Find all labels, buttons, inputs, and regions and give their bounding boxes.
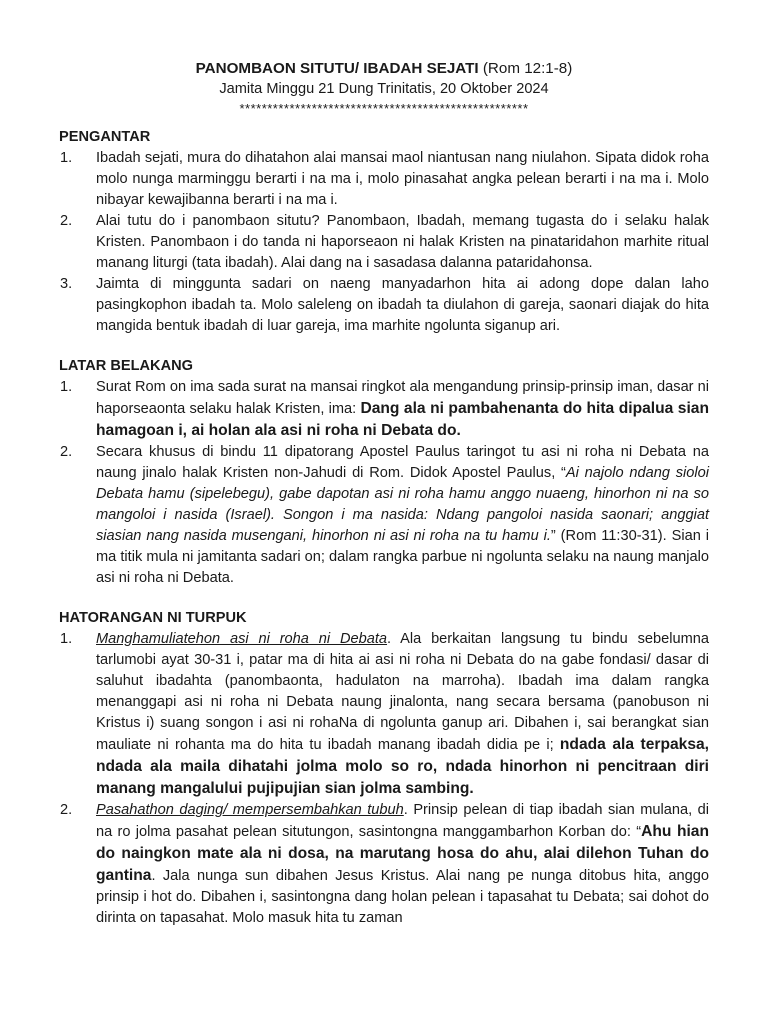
item-number: 3.	[60, 276, 73, 292]
list-item	[59, 377, 709, 442]
item-text: Secara khusus di bindu 11 dipatorang Apostel Paulus taringot tu asi ni roha ni Debata na naung jinalo halak Kristen non-Jahudi di Rom. Didok Apostel Paulus, “	[96, 444, 709, 481]
item-text: Surat Rom on ima sada surat na mansai ringkot ala mengandung prinsip-prinsip iman, dasar ni haporseaonta selaku halak Kristen, ima:	[96, 379, 709, 417]
item-number: 1.	[60, 631, 73, 647]
star-divider: ****************************************************	[239, 101, 529, 116]
item-bold-statement: ndada ala terpaksa, ndada ala maila dihatahi jolma molo so ro, ndada hinorhon ni pencitraan diri manang mangalului pujipujian sian jolma sambing.	[96, 736, 709, 797]
title-main: PANOMBAON SITUTU/ IBADAH SEJATI	[195, 60, 479, 77]
list-latar-belakang	[59, 377, 709, 589]
item-text: Alai tutu do i panombaon situtu? Panombaon, Ibadah, memang tugasta do i selaku halak Kristen. Panombaon i do tanda ni haporseaon ni halak Kristen na pinataridahon marhite ritual manang liturgi (tata ibadah). Alai dang na i sasadasa dalanna pataridahonsa.	[96, 213, 709, 271]
item-number: 2.	[60, 213, 73, 229]
item-text-continued: . Jala nunga sun dibahen Jesus Kristus. Alai nang pe nunga ditobus hita, anggo prinsip i hot do. Dibahen i, sasintongna dang holan pelean i tapasahat tu Debata; sai dohot do dirinta on tapasahat. Molo masuk hita tu zaman	[96, 868, 709, 926]
item-text: Ibadah sejati, mura do dihatahon alai mansai maol niantusan nang niulahon. Sipata didok roha molo nunga marminggu berarti i na ma i, molo pinasahat angka pelean berarti i na ma i. Molo nibayar kewajibanna berarti i na ma i.	[96, 150, 709, 208]
item-label: Pasahathon daging/ mempersembahkan tubuh	[96, 802, 404, 818]
title-reference: (Rom 12:1-8)	[478, 60, 573, 77]
item-text: . Prinsip pelean di tiap ibadah sian mulana, di na ro jolma pasahat pelean situtungon, sasintongna manggambarhon Korban do: “	[96, 802, 709, 840]
item-number: 1.	[60, 150, 73, 166]
list-item	[59, 274, 709, 337]
item-text-continued: ” (Rom 11:30-31). Sian i ma titik mula ni jamitanta sadari on; dalam rangka parbue ni ngolunta selaku na naung manjalo asi ni roha ni Debata.	[96, 528, 709, 586]
list-item	[59, 629, 709, 800]
item-number: 2.	[60, 444, 73, 460]
list-item	[59, 800, 709, 929]
item-text: Jaimta di minggunta sadari on naeng manyadarhon hita ai adong dope dalan laho pasingkophon ibadah ta. Molo saleleng on ibadah ta diulahon di gareja, saonari diajak do hita mangida bentuk ibadah di luar gareja, ima marhite ngolunta siganup ari.	[96, 276, 709, 334]
document-subtitle: Jamita Minggu 21 Dung Trinitatis, 20 Oktober 2024	[219, 81, 549, 97]
heading-latar-belakang: LATAR BELAKANG	[59, 358, 194, 374]
heading-pengantar: PENGANTAR	[59, 129, 151, 145]
list-item	[59, 211, 709, 274]
list-item	[59, 442, 709, 589]
item-number: 1.	[60, 379, 73, 395]
item-label: Manghamuliatehon asi ni roha ni Debata	[96, 631, 388, 647]
item-text: . Ala berkaitan langsung tu bindu sebelumna tarlumobi ayat 30-31 i, patar ma di hita ai asi ni roha ni Debata do na gabe fondasi/ dasar di saluhut ibadahta (panombaonta, hadulaton na marroha). Ibadah ima dalam rangka menanggapi asi ni roha ni Debata naung jinalonta, nang secara bersama (panobuson ni Kristus i) suang songon i asi ni rohaNa di ngolunta ganup ari. Dibahen i, sai berangkat sian mauliate ni rohanta ma do hita tu ibadah manang ibadah didia pe i;	[96, 631, 710, 753]
item-quote-italic: Ai najolo ndang sioloi Debata hamu (sipelebegu), gabe dapotan asi ni roha hamu anggo nuaeng, hinorhon ni na so mangoloi i nasida (Israel). Songon i ma nasida: Ndang pangoloi nasida saonari; anggiat siasian nang nasida musengani, hinorhon ni asi ni roha na tu hamu i.	[96, 465, 710, 544]
list-item	[59, 148, 709, 211]
document-title	[59, 58, 709, 79]
item-bold-statement: Ahu hian do naingkon mate ala ni dosa, na marutang hosa do ahu, alai dilehon Tuhan do gantina	[96, 823, 709, 884]
item-bold-statement: Dang ala ni pambahenanta do hita dipalua sian hamagoan i, ai holan ala asi ni roha ni Debata do.	[96, 400, 709, 439]
list-hatorangan	[59, 629, 709, 929]
heading-hatorangan: HATORANGAN NI TURPUK	[59, 610, 247, 626]
list-pengantar	[59, 148, 709, 337]
item-number: 2.	[60, 802, 73, 818]
